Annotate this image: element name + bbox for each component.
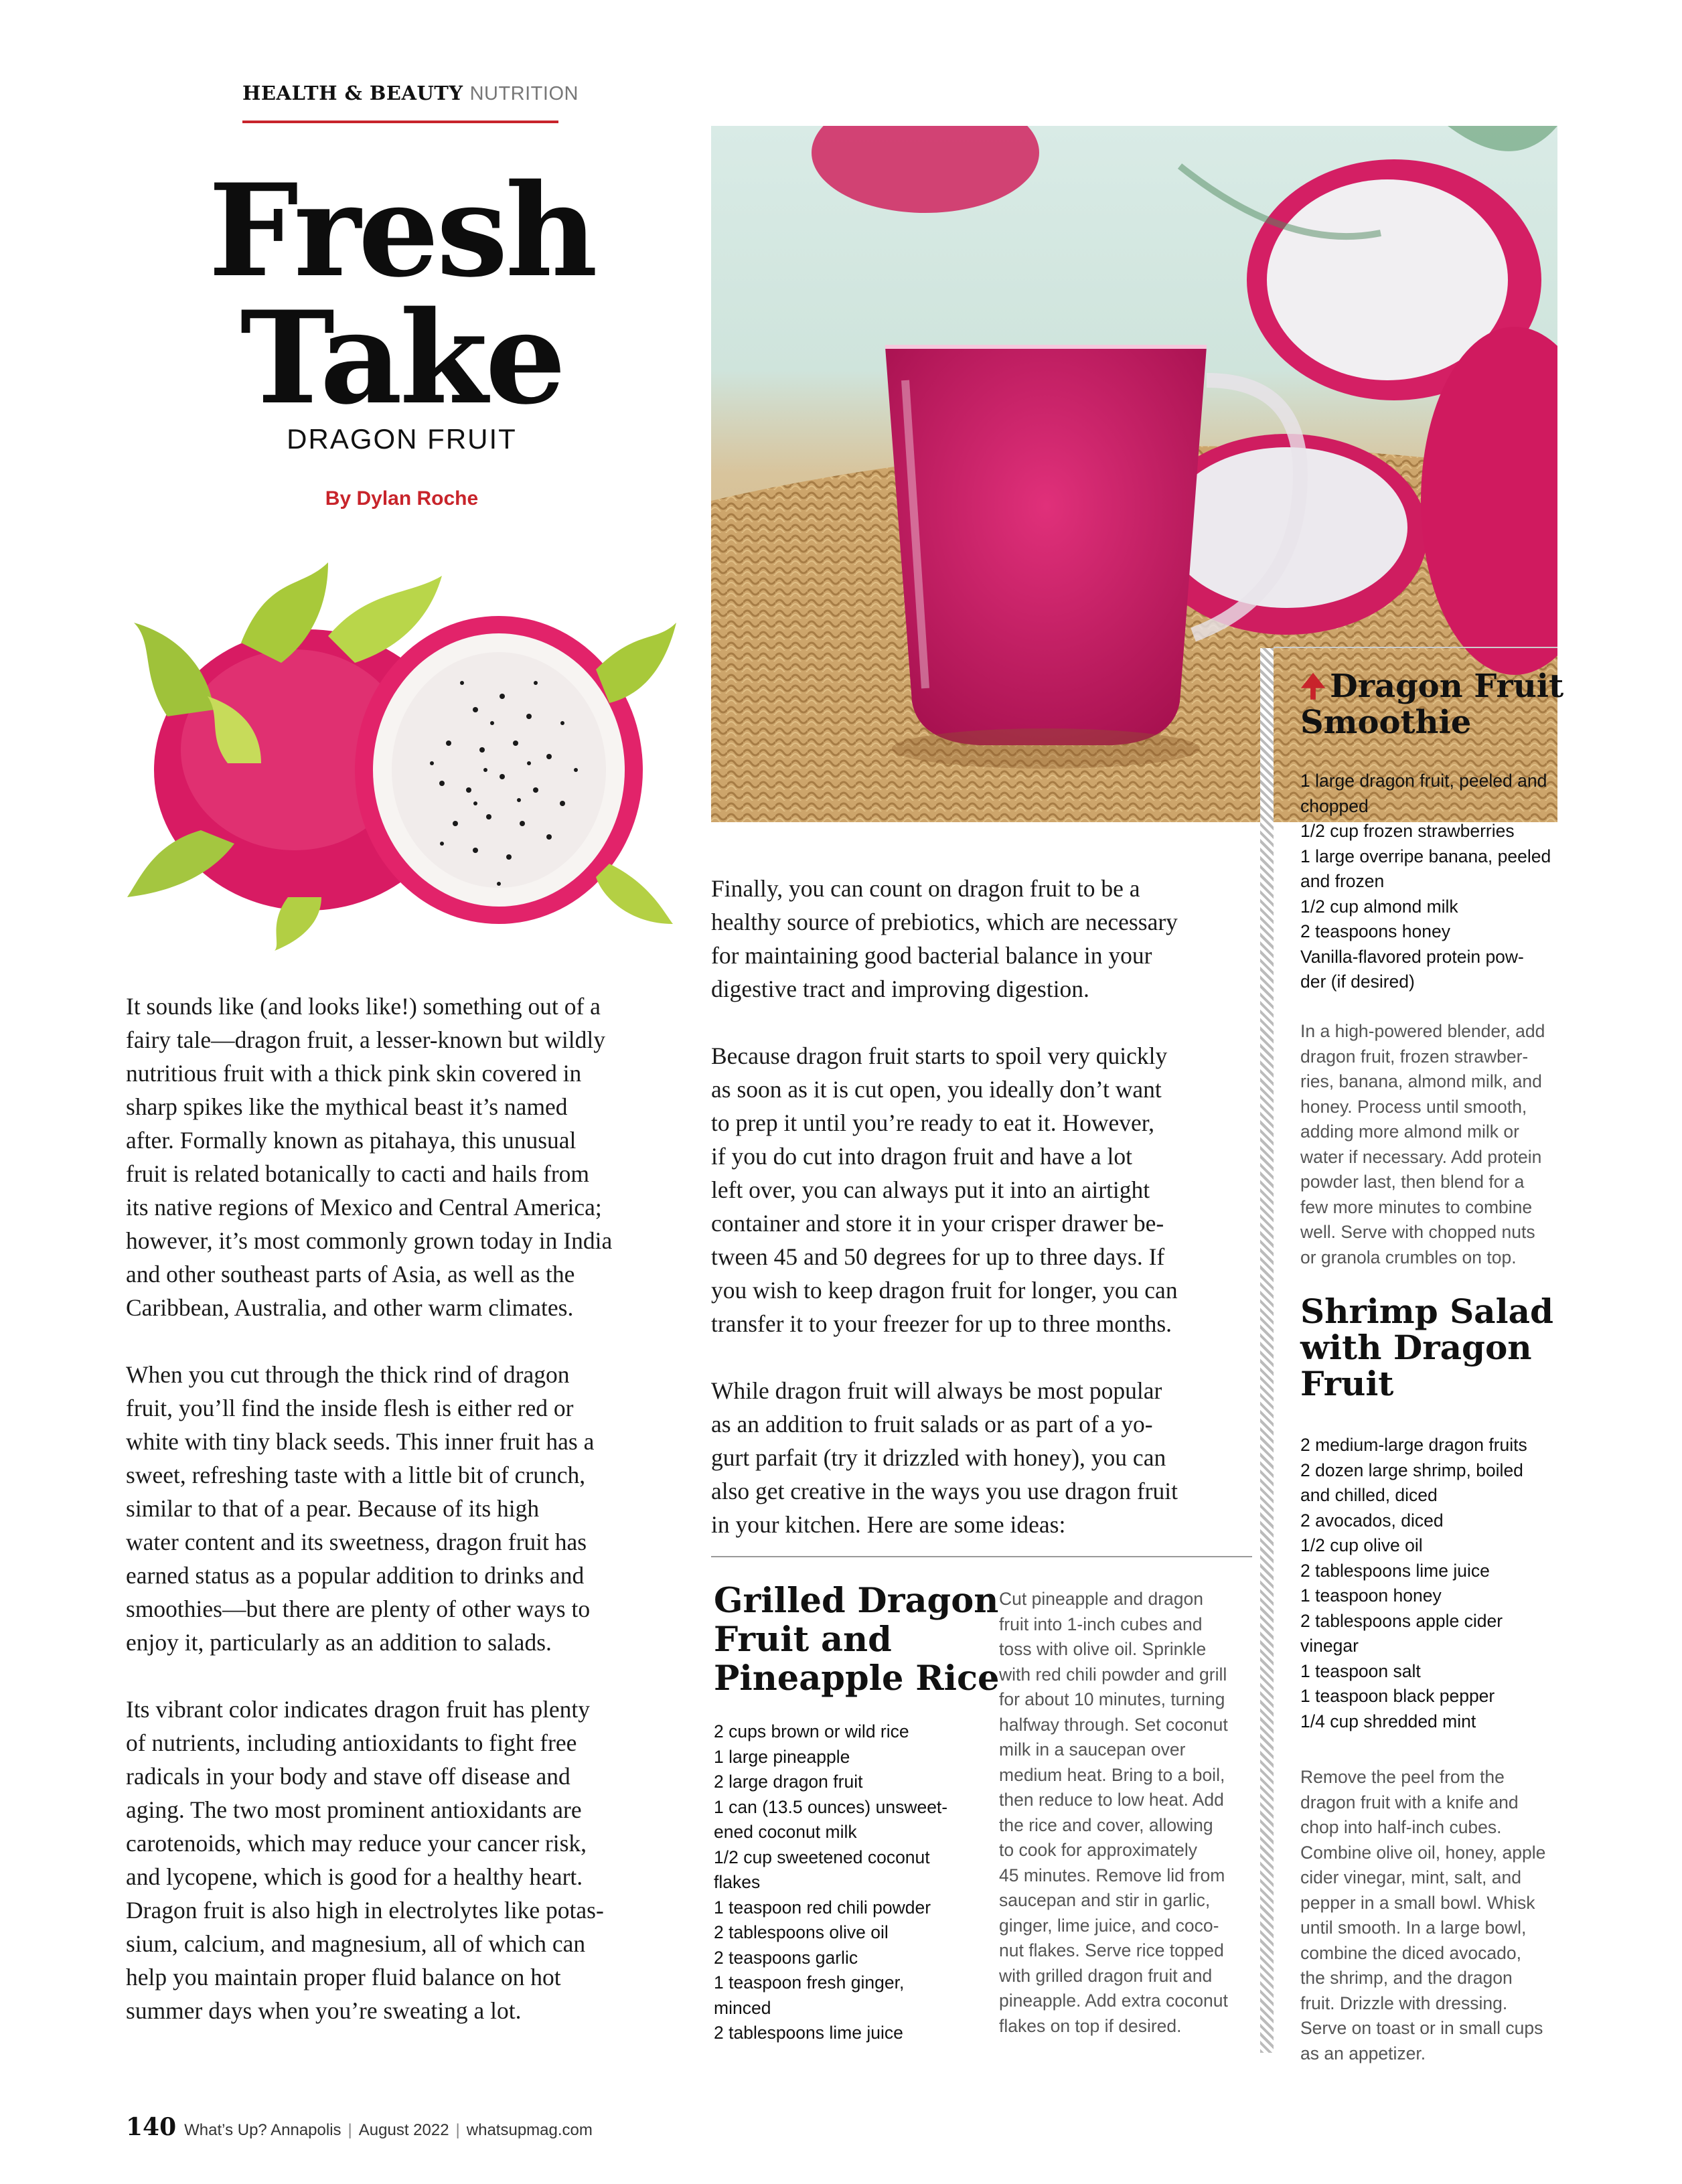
text-line: It sounds like (and looks like!) something out of a [126, 993, 601, 1020]
text-line: white with tiny black seeds. This inner fruit has a [126, 1428, 595, 1455]
text-line: help you maintain proper fluid balance on hot [126, 1964, 561, 1991]
instruction-line: honey. Process until smooth, [1300, 1096, 1527, 1117]
ingredient-line: 1/2 cup almond milk [1300, 896, 1458, 917]
instruction-line: few more minutes to combine [1300, 1196, 1533, 1217]
title-text: Dragon Fruit [1330, 668, 1564, 705]
ingredient-line: 1/2 cup frozen strawberries [1300, 821, 1515, 841]
website-link[interactable]: whatsupmag.com [466, 2121, 593, 2139]
title-line: with Dragon [1300, 1328, 1532, 1367]
instruction-line: Serve on toast or in small cups [1300, 2018, 1543, 2038]
text-line: aging. The two most prominent antioxidants are [126, 1796, 582, 1823]
ingredient-line: vinegar [1300, 1636, 1359, 1656]
footer-separator: | [455, 2121, 460, 2139]
ingredient-line: 1 large dragon fruit, peeled and [1300, 771, 1547, 791]
ingredient-line: 2 avocados, diced [1300, 1510, 1444, 1531]
text-line: tween 45 and 50 degrees for up to three days. If [711, 1243, 1165, 1270]
instruction-line: In a high-powered blender, add [1300, 1021, 1545, 1041]
instruction-line: cider vinegar, mint, salt, and [1300, 1867, 1521, 1887]
ingredient-line: 1 teaspoon black pepper [1300, 1686, 1495, 1706]
page-footer [126, 2113, 593, 2141]
text-line: Finally, you can count on dragon fruit to be a [711, 875, 1140, 902]
text-line: as an addition to fruit salads or as part of a yo- [711, 1411, 1153, 1437]
shrimp-instructions [1300, 1765, 1558, 2066]
instruction-line: pepper in a small bowl. Whisk [1300, 1892, 1535, 1913]
byline: By Dylan Roche [325, 487, 479, 510]
grilled-ingredients [714, 1719, 995, 2046]
text-line: fruit is related botanically to cacti and hails from [126, 1160, 590, 1187]
instruction-line: dragon fruit with a knife and [1300, 1792, 1519, 1812]
instruction-line: until smooth. In a large bowl, [1300, 1918, 1527, 1938]
title-line: Fruit and [714, 1620, 892, 1660]
paragraph-6 [711, 1374, 1252, 1541]
ingredient-line: 1 teaspoon salt [1300, 1660, 1421, 1681]
instruction-line: dragon fruit, frozen strawber- [1300, 1046, 1529, 1067]
subsection-name: NUTRITION [469, 83, 579, 104]
smoothie-instructions [1300, 1019, 1558, 1270]
ingredient-line: 2 large dragon fruit [714, 1772, 863, 1792]
text-line: Its vibrant color indicates dragon fruit has plenty [126, 1696, 591, 1723]
paragraph-1 [126, 990, 682, 1324]
instruction-line: saucepan and stir in garlic, [999, 1890, 1211, 1910]
section-label [242, 82, 579, 105]
text-line: you wish to keep dragon fruit for longer, you can [711, 1277, 1178, 1304]
text-line: however, it’s most commonly grown today in India [126, 1227, 613, 1254]
text-line: transfer it to your freezer for up to three months. [711, 1310, 1172, 1337]
text-line: healthy source of prebiotics, which are necessary [711, 909, 1178, 935]
paragraph-4 [711, 872, 1252, 1006]
title-line: Fruit [1300, 1364, 1394, 1403]
page-number: 140 [126, 2113, 177, 2141]
ingredient-line: 1 large pineapple [714, 1746, 850, 1767]
ingredient-line: 1 teaspoon honey [1300, 1585, 1442, 1606]
grilled-instructions [999, 1587, 1253, 2039]
ingredient-line: 1/2 cup olive oil [1300, 1535, 1423, 1555]
text-line: to prep it until you’re ready to eat it. However, [711, 1109, 1155, 1136]
text-line: summer days when you’re sweating a lot. [126, 1997, 522, 2024]
ingredient-line: 1 large overripe banana, peeled [1300, 846, 1551, 866]
text-line: left over, you can always put it into an airtight [711, 1176, 1150, 1203]
ingredient-line: ened coconut milk [714, 1822, 857, 1842]
sidebar-hatch-stripe [1260, 648, 1274, 2053]
instruction-line: Remove the peel from the [1300, 1767, 1505, 1787]
instruction-line: medium heat. Bring to a boil, [999, 1764, 1225, 1785]
section-name: HEALTH & BEAUTY [242, 82, 463, 104]
title-line: Shrimp Salad [1300, 1292, 1553, 1331]
instruction-line: fruit into 1-inch cubes and [999, 1614, 1203, 1634]
text-line: container and store it in your crisper drawer be- [711, 1210, 1164, 1237]
header-rule [242, 121, 558, 123]
instruction-line: as an appetizer. [1300, 2043, 1426, 2063]
article-title [201, 156, 603, 433]
instruction-line: flakes on top if desired. [999, 2015, 1182, 2036]
instruction-line: 45 minutes. Remove lid from [999, 1865, 1225, 1885]
text-line: fairy tale—dragon fruit, a lesser-known but wildly [126, 1026, 605, 1053]
instruction-line: the rice and cover, allowing [999, 1814, 1213, 1835]
text-line: nutritious fruit with a thick pink skin covered in [126, 1060, 582, 1087]
dragon-fruit-photo [127, 549, 676, 951]
instruction-line: for about 10 minutes, turning [999, 1689, 1225, 1709]
text-line: When you cut through the thick rind of dragon [126, 1361, 570, 1388]
ingredient-line: 2 dozen large shrimp, boiled [1300, 1460, 1523, 1480]
footer-separator: | [348, 2121, 352, 2139]
text-line: enjoy it, particularly as an addition to salads. [126, 1629, 552, 1656]
text-line: for maintaining good bacterial balance in your [711, 942, 1152, 969]
ingredient-line: der (if desired) [1300, 971, 1415, 992]
paragraph-5 [711, 1039, 1252, 1340]
instruction-line: pineapple. Add extra coconut [999, 1991, 1228, 2011]
sidebar-top-rule [1274, 647, 1557, 648]
text-line: digestive tract and improving digestion. [711, 976, 1089, 1002]
instruction-line: halfway through. Set coconut [999, 1714, 1228, 1735]
ingredient-line: minced [714, 1997, 771, 2018]
issue-date: August 2022 [358, 2121, 449, 2139]
title-line [1300, 668, 1564, 705]
text-line: its native regions of Mexico and Central America; [126, 1194, 602, 1221]
body-column-left [126, 990, 682, 2061]
ingredient-line: 1/2 cup sweetened coconut [714, 1847, 930, 1867]
text-line: also get creative in the ways you use dragon fruit [711, 1478, 1178, 1504]
text-line: as soon as it is cut open, you ideally don’t want [711, 1076, 1162, 1103]
instruction-line: toss with olive oil. Sprinkle [999, 1639, 1207, 1659]
ingredient-line: and chilled, diced [1300, 1485, 1438, 1505]
text-line: gurt parfait (try it drizzled with honey), you can [711, 1444, 1166, 1471]
ingredient-line: Vanilla-flavored protein pow- [1300, 946, 1524, 967]
text-line: sharp spikes like the mythical beast it’s named [126, 1093, 568, 1120]
ingredient-line: 2 teaspoons garlic [714, 1947, 858, 1968]
text-line: if you do cut into dragon fruit and have a lot [711, 1143, 1132, 1170]
instruction-line: with red chili powder and grill [999, 1664, 1227, 1685]
text-line: carotenoids, which may reduce your cancer risk, [126, 1830, 587, 1857]
instruction-line: well. Serve with chopped nuts [1300, 1222, 1535, 1242]
instruction-line: Cut pineapple and dragon [999, 1589, 1203, 1609]
instruction-line: fruit. Drizzle with dressing. [1300, 1993, 1508, 2013]
instruction-line: the shrimp, and the dragon [1300, 1968, 1513, 1988]
text-line: Caribbean, Australia, and other warm climates. [126, 1294, 574, 1321]
instruction-line: adding more almond milk or [1300, 1121, 1519, 1142]
text-line: and other southeast parts of Asia, as well as the [126, 1261, 575, 1288]
title-line: Grilled Dragon [714, 1581, 999, 1621]
text-line: fruit, you’ll find the inside flesh is either red or [126, 1395, 574, 1421]
shrimp-recipe-title [1300, 1294, 1558, 1402]
ingredient-line: 2 medium-large dragon fruits [1300, 1435, 1527, 1455]
instruction-line: ginger, lime juice, and coco- [999, 1915, 1219, 1936]
ingredient-line: 2 tablespoons apple cider [1300, 1610, 1503, 1631]
text-line: radicals in your body and stave off disease and [126, 1763, 570, 1790]
instruction-line: powder last, then blend for a [1300, 1172, 1525, 1192]
up-arrow-icon: 🠉 [1300, 668, 1326, 704]
ingredient-line: flakes [714, 1872, 761, 1892]
instruction-line: water if necessary. Add protein [1300, 1146, 1542, 1167]
ingredient-line: 1 teaspoon red chili powder [714, 1897, 931, 1918]
text-line: after. Formally known as pitahaya, this unusual [126, 1127, 577, 1154]
text-line: Because dragon fruit starts to spoil very quickly [711, 1042, 1168, 1069]
title-line: Pineapple Rice [714, 1658, 1000, 1699]
ingredient-line: chopped [1300, 795, 1369, 816]
instruction-line: to cook for approximately [999, 1840, 1198, 1860]
title-line-2: Take [240, 283, 564, 433]
ingredient-line: 2 teaspoons honey [1300, 921, 1450, 941]
ingredient-line: and frozen [1300, 871, 1385, 891]
grilled-recipe-title [714, 1581, 1000, 1699]
instruction-line: Combine olive oil, honey, apple [1300, 1842, 1546, 1863]
text-line: and lycopene, which is good for a healthy heart. [126, 1863, 583, 1890]
recipe-divider [711, 1556, 1252, 1557]
body-column-middle [711, 872, 1252, 1575]
text-line: While dragon fruit will always be most popular [711, 1377, 1162, 1404]
instruction-line: milk in a saucepan over [999, 1739, 1186, 1760]
paragraph-3 [126, 1693, 682, 2027]
instruction-line: combine the diced avocado, [1300, 1942, 1521, 1963]
article-subtitle: DRAGON FRUIT [287, 423, 517, 455]
paragraph-2 [126, 1358, 682, 1659]
ingredient-line: 1 can (13.5 ounces) unsweet- [714, 1796, 948, 1817]
instruction-line: ries, banana, almond milk, and [1300, 1071, 1542, 1091]
publication-name: What’s Up? Annapolis [184, 2121, 341, 2139]
text-line: Dragon fruit is also high in electrolytes like potas- [126, 1897, 604, 1924]
text-line: water content and its sweetness, dragon fruit has [126, 1529, 587, 1555]
ingredient-line: 2 cups brown or wild rice [714, 1721, 909, 1741]
text-line: sium, calcium, and magnesium, all of which can [126, 1930, 586, 1957]
text-line: sweet, refreshing taste with a little bit of crunch, [126, 1462, 586, 1488]
ingredient-line: 1 teaspoon fresh ginger, [714, 1972, 905, 1993]
title-line-1: Fresh [208, 156, 595, 305]
ingredient-line: 1/4 cup shredded mint [1300, 1711, 1476, 1731]
instruction-line: nut flakes. Serve rice topped [999, 1940, 1224, 1960]
shrimp-ingredients [1300, 1433, 1558, 1734]
smoothie-ingredients [1300, 769, 1558, 995]
instruction-line: with grilled dragon fruit and [999, 1965, 1213, 1986]
text-line: in your kitchen. Here are some ideas: [711, 1511, 1066, 1538]
instruction-line: chop into half-inch cubes. [1300, 1817, 1502, 1837]
text-line: earned status as a popular addition to drinks and [126, 1562, 585, 1589]
ingredient-line: 2 tablespoons lime juice [1300, 1560, 1490, 1581]
instruction-line: then reduce to low heat. Add [999, 1790, 1224, 1810]
ingredient-line: 2 tablespoons lime juice [714, 2023, 903, 2043]
instruction-line: or granola crumbles on top. [1300, 1247, 1517, 1267]
text-line: similar to that of a pear. Because of its high [126, 1495, 540, 1522]
text-line: smoothies—but there are plenty of other ways to [126, 1595, 591, 1622]
ingredient-line: 2 tablespoons olive oil [714, 1922, 889, 1942]
text-line: of nutrients, including antioxidants to fight free [126, 1729, 577, 1756]
smoothie-recipe-title [1300, 668, 1564, 741]
title-line: Smoothie [1300, 704, 1472, 741]
